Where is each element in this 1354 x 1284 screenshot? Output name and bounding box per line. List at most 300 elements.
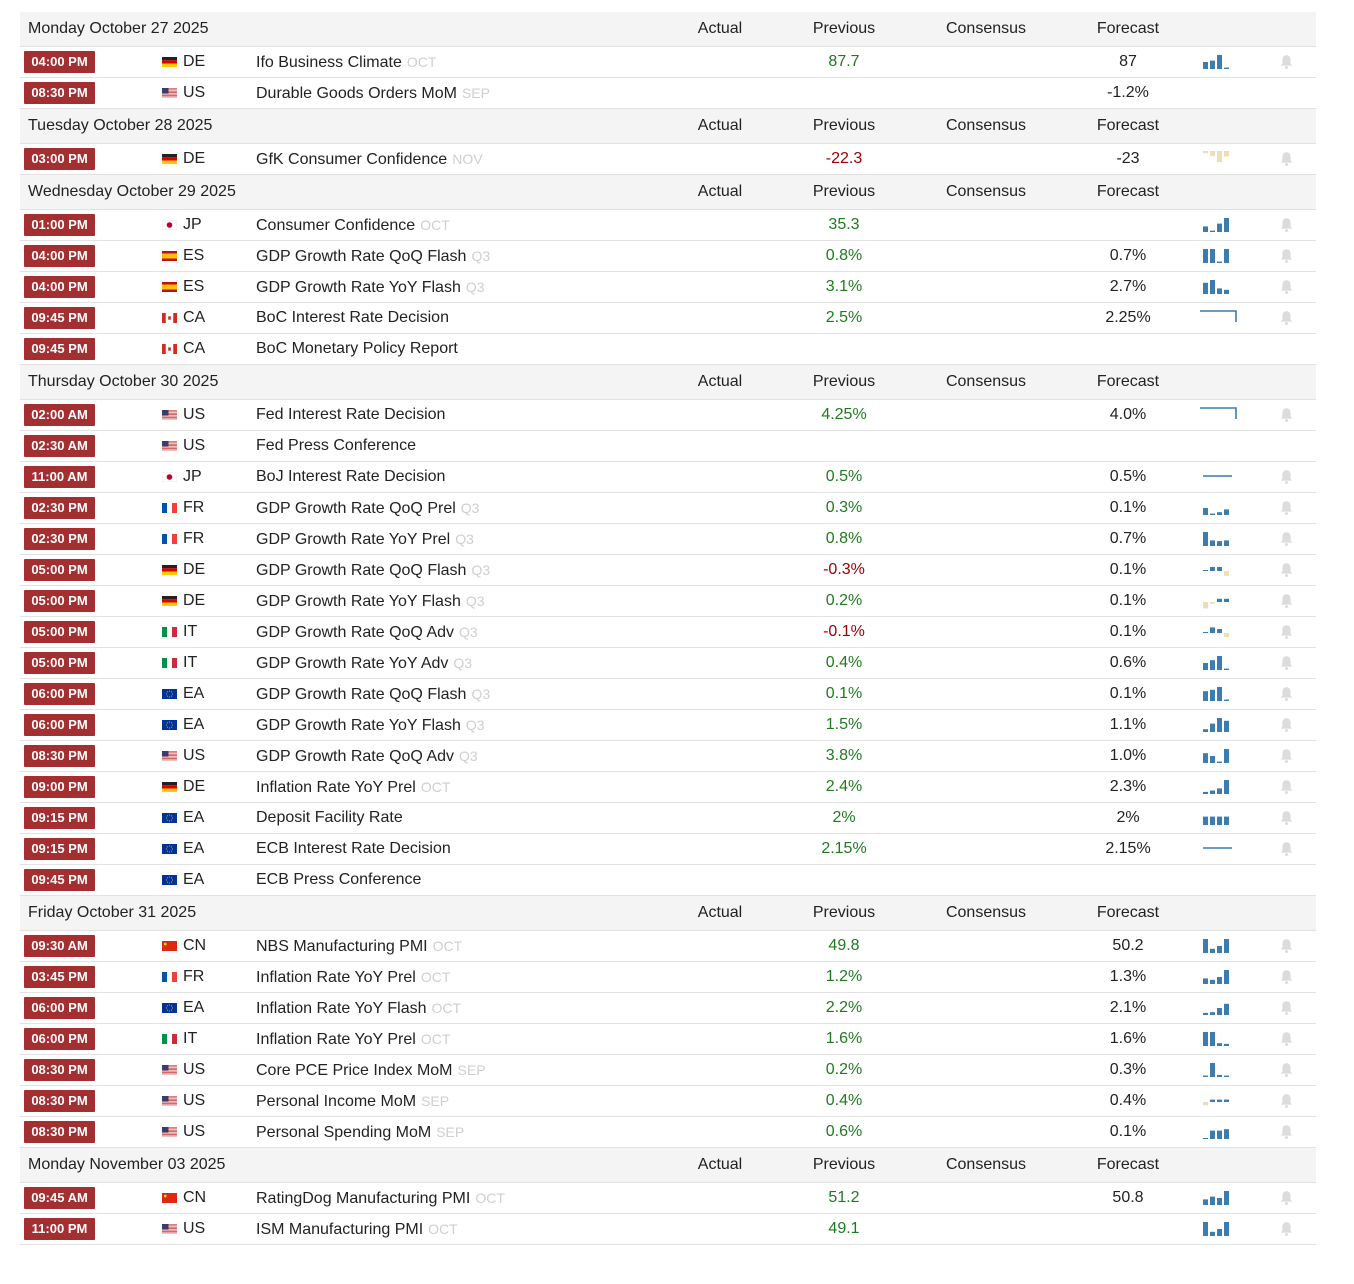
trend-sparkline (1198, 621, 1238, 643)
bell-icon[interactable] (1279, 407, 1294, 423)
flag-it-icon (162, 627, 177, 637)
bell-icon[interactable] (1279, 310, 1294, 326)
trend-sparkline (1198, 1187, 1238, 1209)
sparkline-bar (1217, 762, 1222, 763)
country-code: US (183, 747, 206, 764)
column-previous: Previous (812, 117, 876, 134)
event-period: Q3 (465, 279, 485, 295)
event-row[interactable] (20, 1055, 1316, 1086)
event-period: Q3 (453, 655, 473, 671)
event-name: ISM Manufacturing PMI (256, 1221, 424, 1238)
bell-icon[interactable] (1279, 1062, 1294, 1078)
event-period: SEP (421, 1093, 450, 1109)
sparkline-bar (1217, 718, 1222, 732)
country-code: CN (183, 1189, 207, 1206)
flag-es-icon (162, 251, 177, 261)
trend-sparkline (1198, 1028, 1238, 1050)
event-name: Fed Interest Rate Decision (256, 406, 446, 423)
previous-value: 0.1% (825, 685, 863, 702)
flag-ea-icon (162, 875, 177, 885)
sparkline-bar (1210, 280, 1215, 294)
trend-sparkline (1198, 245, 1238, 267)
time-badge: 02:00 AM (24, 404, 95, 426)
day-header (20, 109, 1316, 144)
bell-icon[interactable] (1279, 969, 1294, 985)
flag-ea-icon (162, 813, 177, 823)
time-badge: 05:00 PM (24, 621, 95, 643)
event-name: Inflation Rate YoY Prel (256, 779, 416, 796)
event-period: Q3 (465, 717, 485, 733)
event-row[interactable] (20, 524, 1316, 555)
event-link[interactable] (256, 710, 485, 741)
trend-sparkline (1198, 807, 1238, 829)
time-badge: 03:00 PM (24, 148, 95, 170)
bell-icon[interactable] (1279, 54, 1294, 70)
event-row[interactable] (20, 241, 1316, 272)
sparkline-bar (1224, 599, 1229, 602)
country-code: EA (183, 840, 205, 857)
event-row[interactable] (20, 210, 1316, 241)
day-header (20, 12, 1316, 47)
trend-sparkline (1198, 276, 1238, 298)
flag-us-icon (162, 88, 177, 98)
event-link[interactable] (256, 931, 462, 962)
event-name: BoC Monetary Policy Report (256, 340, 458, 357)
forecast-value: 0.7% (1109, 530, 1147, 547)
day-date: Friday October 31 2025 (28, 904, 197, 921)
event-row[interactable] (20, 272, 1316, 303)
bell-icon[interactable] (1279, 810, 1294, 826)
event-name: GDP Growth Rate YoY Adv (256, 655, 449, 672)
sparkline-bar (1224, 571, 1229, 576)
country-code: JP (183, 216, 202, 233)
sparkline-bar (1217, 1008, 1222, 1015)
event-link[interactable] (256, 772, 450, 803)
time-badge: 09:15 PM (24, 838, 95, 860)
event-row[interactable] (20, 1117, 1316, 1148)
event-link[interactable] (256, 741, 478, 772)
flag-us-icon (162, 1224, 177, 1234)
sparkline-bar (1217, 1198, 1222, 1205)
country-code: EA (183, 716, 205, 733)
trend-sparkline (1198, 404, 1238, 426)
event-row[interactable] (20, 431, 1316, 462)
trend-sparkline (1198, 966, 1238, 988)
bell-icon[interactable] (1279, 562, 1294, 578)
time-badge: 01:00 PM (24, 214, 95, 236)
event-row[interactable] (20, 962, 1316, 993)
event-row[interactable] (20, 493, 1316, 524)
event-link[interactable] (256, 1214, 458, 1245)
sparkline-bar (1224, 1076, 1229, 1077)
sparkline-bar (1210, 514, 1215, 515)
day-header (20, 175, 1316, 210)
column-consensus: Consensus (945, 1156, 1027, 1173)
time-badge: 06:00 PM (24, 1028, 95, 1050)
column-forecast: Forecast (1096, 117, 1160, 134)
event-period: OCT (420, 969, 451, 985)
event-link[interactable] (256, 431, 416, 461)
sparkline-bar (1210, 627, 1215, 633)
event-row[interactable] (20, 803, 1316, 834)
event-name: GDP Growth Rate QoQ Adv (256, 624, 455, 641)
flag-ea-icon (162, 1003, 177, 1013)
event-link[interactable] (256, 1055, 486, 1086)
day-date: Monday October 27 2025 (28, 20, 209, 37)
forecast-value: 2.7% (1109, 278, 1147, 295)
trend-sparkline (1198, 1121, 1238, 1143)
event-period: OCT (428, 1221, 458, 1237)
bell-icon[interactable] (1279, 531, 1294, 547)
sparkline-bar (1224, 749, 1229, 763)
sparkline-bar (1203, 939, 1208, 953)
country-code: EA (183, 871, 205, 888)
time-badge: 04:00 PM (24, 245, 95, 267)
trend-sparkline (1198, 528, 1238, 550)
event-period: OCT (420, 779, 451, 795)
sparkline-bar (1224, 540, 1229, 546)
event-row[interactable] (20, 303, 1316, 334)
forecast-value: 0.4% (1109, 1092, 1147, 1109)
sparkline-bar (1203, 729, 1208, 732)
time-badge: 02:30 PM (24, 528, 95, 550)
event-row[interactable] (20, 834, 1316, 865)
event-link[interactable] (256, 865, 421, 895)
bell-icon[interactable] (1279, 748, 1294, 764)
flag-ca-icon (162, 344, 177, 354)
time-badge: 09:30 AM (24, 935, 95, 957)
sparkline-bar (1210, 690, 1215, 701)
bell-icon[interactable] (1279, 469, 1294, 485)
bell-icon[interactable] (1279, 624, 1294, 640)
event-row[interactable] (20, 400, 1316, 431)
time-badge: 09:45 PM (24, 307, 95, 329)
event-row[interactable] (20, 648, 1316, 679)
event-link[interactable] (256, 462, 445, 492)
time-badge: 03:45 PM (24, 966, 95, 988)
column-consensus: Consensus (945, 20, 1027, 37)
country-code: IT (183, 654, 198, 671)
previous-value: 3.1% (825, 278, 863, 295)
previous-value: -22.3 (825, 150, 863, 167)
trend-sparkline (1198, 559, 1238, 581)
event-link[interactable] (256, 272, 485, 303)
event-period: Q3 (471, 686, 491, 702)
bell-icon[interactable] (1279, 779, 1294, 795)
country-code: EA (183, 685, 205, 702)
event-link[interactable] (256, 555, 490, 586)
sparkline-bar (1210, 817, 1215, 825)
previous-value: 35.3 (828, 216, 860, 233)
flag-us-icon (162, 751, 177, 761)
sparkline-bar (1203, 602, 1208, 608)
sparkline-bar (1224, 249, 1229, 263)
sparkline-bar (1217, 946, 1222, 953)
event-link[interactable] (256, 78, 490, 109)
flag-us-icon (162, 1065, 177, 1075)
event-row[interactable] (20, 1183, 1316, 1214)
country-code: FR (183, 530, 205, 547)
event-row[interactable] (20, 865, 1316, 896)
time-badge: 09:15 PM (24, 807, 95, 829)
event-period: Q3 (459, 624, 478, 640)
forecast-value: 1.1% (1109, 716, 1147, 733)
trend-sparkline (1198, 1090, 1238, 1112)
event-row[interactable] (20, 144, 1316, 175)
column-consensus: Consensus (945, 183, 1027, 200)
column-actual: Actual (697, 20, 743, 37)
sparkline-bar (1203, 62, 1208, 69)
event-row[interactable] (20, 931, 1316, 962)
flag-it-icon (162, 1034, 177, 1044)
country-code: US (183, 1092, 206, 1109)
bell-icon[interactable] (1279, 279, 1294, 295)
forecast-value: 2.1% (1109, 999, 1147, 1016)
event-period: OCT (420, 217, 450, 233)
event-link[interactable] (256, 1117, 464, 1148)
event-link[interactable] (256, 47, 436, 78)
flag-jp-icon (162, 472, 177, 482)
event-link[interactable] (256, 962, 450, 993)
economic-calendar-table (20, 12, 1316, 1245)
previous-value: 0.2% (825, 592, 863, 609)
day-date: Tuesday October 28 2025 (28, 117, 213, 134)
event-row[interactable] (20, 710, 1316, 741)
column-consensus: Consensus (945, 117, 1027, 134)
event-period: OCT (475, 1190, 505, 1206)
event-name: GDP Growth Rate YoY Flash (256, 593, 461, 610)
event-row[interactable] (20, 462, 1316, 493)
previous-value: 2.15% (821, 840, 867, 857)
sparkline-bar (1217, 512, 1222, 515)
sparkline-bar (1217, 1075, 1222, 1077)
column-consensus: Consensus (945, 904, 1027, 921)
event-name: GfK Consumer Confidence (256, 151, 448, 168)
previous-value: 2.5% (825, 309, 863, 326)
event-row[interactable] (20, 78, 1316, 109)
event-link[interactable] (256, 617, 478, 648)
event-row[interactable] (20, 47, 1316, 78)
flag-es-icon (162, 282, 177, 292)
flag-us-icon (162, 1127, 177, 1137)
column-forecast: Forecast (1096, 183, 1160, 200)
event-period: Q3 (465, 593, 485, 609)
previous-value: 4.25% (821, 406, 867, 423)
forecast-value: 0.1% (1109, 623, 1147, 640)
event-link[interactable] (256, 993, 461, 1024)
sparkline-bar (1203, 691, 1208, 701)
previous-value: 51.2 (828, 1189, 860, 1206)
bell-icon[interactable] (1279, 1124, 1294, 1140)
bell-icon[interactable] (1279, 217, 1294, 233)
previous-value: 0.2% (825, 1061, 863, 1078)
column-forecast: Forecast (1096, 20, 1160, 37)
event-row[interactable] (20, 1024, 1316, 1055)
event-row[interactable] (20, 617, 1316, 648)
event-link[interactable] (256, 524, 474, 555)
bell-icon[interactable] (1279, 151, 1294, 167)
event-row[interactable] (20, 586, 1316, 617)
bell-icon[interactable] (1279, 717, 1294, 733)
bell-icon[interactable] (1279, 686, 1294, 702)
sparkline-bar (1210, 1063, 1215, 1077)
trend-sparkline (1198, 776, 1238, 798)
sparkline-bar (1203, 1199, 1208, 1205)
event-name: BoJ Interest Rate Decision (256, 468, 446, 485)
event-period: Q3 (471, 248, 491, 264)
time-badge: 06:00 PM (24, 714, 95, 736)
flag-us-icon (162, 410, 177, 420)
trend-sparkline (1198, 838, 1238, 860)
time-badge: 04:00 PM (24, 51, 95, 73)
event-link[interactable] (256, 400, 445, 430)
time-badge: 09:45 PM (24, 338, 95, 360)
event-link[interactable] (256, 1183, 505, 1214)
bell-icon[interactable] (1279, 593, 1294, 609)
country-code: DE (183, 150, 206, 167)
sparkline-bar (1224, 1129, 1229, 1139)
bell-icon[interactable] (1279, 1093, 1294, 1109)
event-name: Consumer Confidence (256, 217, 416, 234)
event-link[interactable] (256, 334, 458, 364)
event-link[interactable] (256, 493, 479, 524)
sparkline-bar (1217, 1229, 1222, 1236)
event-link[interactable] (256, 803, 403, 833)
flag-us-icon (162, 441, 177, 451)
event-period: Q3 (460, 500, 480, 516)
event-link[interactable] (256, 1024, 450, 1055)
sparkline-bar (1203, 663, 1208, 670)
forecast-value: 2.15% (1105, 840, 1151, 857)
sparkline-bar (1203, 1076, 1208, 1077)
forecast-value: 87 (1119, 53, 1137, 70)
event-row[interactable] (20, 741, 1316, 772)
country-code: IT (183, 1030, 198, 1047)
event-row[interactable] (20, 555, 1316, 586)
forecast-value: 50.2 (1112, 937, 1144, 954)
event-name: ECB Press Conference (256, 871, 422, 888)
sparkline-bar (1217, 1131, 1222, 1139)
forecast-value: -1.2% (1107, 84, 1149, 101)
time-badge: 09:00 PM (24, 776, 95, 798)
forecast-value: 0.1% (1109, 1123, 1147, 1140)
sparkline-bar (1224, 633, 1229, 637)
forecast-value: 2% (1116, 809, 1140, 826)
bell-icon[interactable] (1279, 655, 1294, 671)
event-row[interactable] (20, 679, 1316, 710)
previous-value: 2% (832, 809, 856, 826)
sparkline-bar (1210, 249, 1215, 263)
country-code: DE (183, 561, 206, 578)
event-row[interactable] (20, 1086, 1316, 1117)
sparkline-bar (1210, 660, 1215, 670)
bell-icon[interactable] (1279, 1031, 1294, 1047)
event-name: Durable Goods Orders MoM (256, 85, 457, 102)
sparkline-bar (1203, 792, 1208, 794)
event-name: Personal Income MoM (256, 1093, 417, 1110)
event-name: NBS Manufacturing PMI (256, 938, 428, 955)
sparkline-bar (1217, 687, 1222, 701)
time-badge: 09:45 AM (24, 1187, 95, 1209)
previous-value: 1.6% (825, 1030, 863, 1047)
event-link[interactable] (256, 648, 472, 679)
event-link[interactable] (256, 303, 449, 333)
column-forecast: Forecast (1096, 373, 1160, 390)
event-link[interactable] (256, 679, 490, 710)
sparkline-bar (1224, 780, 1229, 794)
flag-de-icon (162, 596, 177, 606)
country-code: EA (183, 809, 205, 826)
event-period: NOV (452, 151, 483, 167)
sparkline-bar (1224, 817, 1229, 825)
column-previous: Previous (812, 20, 876, 37)
event-row[interactable] (20, 772, 1316, 803)
event-link[interactable] (256, 210, 450, 241)
time-badge: 09:45 PM (24, 869, 95, 891)
previous-value: 0.6% (825, 1123, 863, 1140)
event-link[interactable] (256, 1086, 449, 1117)
previous-value: 1.2% (825, 968, 863, 985)
trend-sparkline (1198, 1218, 1238, 1240)
flag-de-icon (162, 565, 177, 575)
forecast-value: 0.1% (1109, 499, 1147, 516)
trend-sparkline (1198, 51, 1238, 73)
trend-sparkline (1198, 652, 1238, 674)
bell-icon[interactable] (1279, 1221, 1294, 1237)
forecast-value: 1.3% (1109, 968, 1147, 985)
day-header (20, 1148, 1316, 1183)
sparkline-bar (1217, 629, 1222, 633)
bell-icon[interactable] (1279, 938, 1294, 954)
flag-us-icon (162, 1096, 177, 1106)
sparkline-bar (1224, 218, 1229, 232)
forecast-value: 0.3% (1109, 1061, 1147, 1078)
event-row[interactable] (20, 334, 1316, 365)
event-link[interactable] (256, 586, 485, 617)
event-period: Q3 (455, 531, 474, 547)
trend-sparkline (1198, 214, 1238, 236)
event-link[interactable] (256, 834, 451, 864)
event-row[interactable] (20, 1214, 1316, 1245)
sparkline-bar (1217, 262, 1222, 263)
previous-value: 0.4% (825, 1092, 863, 1109)
day-date: Thursday October 30 2025 (28, 373, 219, 390)
flag-it-icon (162, 658, 177, 668)
event-link[interactable] (256, 241, 490, 272)
event-name: GDP Growth Rate YoY Prel (256, 531, 451, 548)
previous-value: 49.8 (828, 937, 860, 954)
forecast-value: 4.0% (1109, 406, 1147, 423)
sparkline-bar (1203, 632, 1208, 633)
previous-value: 0.5% (825, 468, 863, 485)
bell-icon[interactable] (1279, 841, 1294, 857)
bell-icon[interactable] (1279, 1000, 1294, 1016)
sparkline-bar (1203, 1102, 1208, 1105)
bell-icon[interactable] (1279, 500, 1294, 516)
event-link[interactable] (256, 144, 483, 175)
previous-value: 87.7 (828, 53, 860, 70)
sparkline-bar (1224, 68, 1229, 69)
sparkline-bar (1224, 1191, 1229, 1205)
sparkline-bar (1210, 151, 1215, 156)
bell-icon[interactable] (1279, 248, 1294, 264)
event-row[interactable] (20, 993, 1316, 1024)
trend-sparkline (1198, 683, 1238, 705)
bell-icon[interactable] (1279, 1190, 1294, 1206)
country-code: CN (183, 937, 207, 954)
trend-sparkline (1198, 935, 1238, 957)
sparkline-bar (1217, 55, 1222, 69)
